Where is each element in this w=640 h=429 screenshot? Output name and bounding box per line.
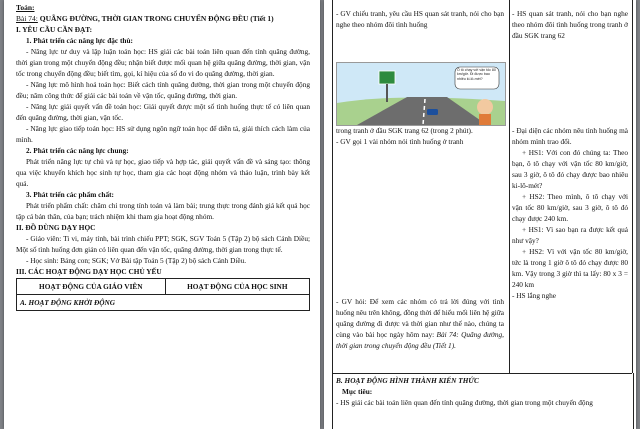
student-text-6: + HS2: Vì với vận tốc 80 km/giờ, tức là trong 1 giờ ô tô đó chạy được 80 km. Vậy trong 3 giờ thì ta lấy: 80 x 3 = 240 km: [512, 247, 628, 289]
student-text-1: - HS quan sát tranh, nói cho bạn nghe theo nhóm đôi tình huống trong tranh ở đầu SGK trang 62: [512, 9, 628, 40]
table-row: [17, 295, 310, 311]
header-teacher: HOẠT ĐỘNG CỦA GIÁO VIÊN: [17, 279, 166, 295]
activity-table: [16, 278, 310, 311]
lesson-prefix: Bài 74:: [16, 14, 38, 23]
section-heading-2: II. ĐỒ DÙNG DẠY HỌC: [16, 223, 96, 232]
document-page-right: [324, 0, 636, 429]
paragraph-5: Phát triển năng lực tự chủ và tự học, giao tiếp và hợp tác, giải quyết vấn đề và sáng tạo: thông qua việc khuyến khích học sinh tự học, tham gia các hoạt động nhóm và thảo luận, trình bày kết quả.: [16, 157, 310, 188]
row-activity-a: A. HOẠT ĐỘNG KHỞI ĐỘNG: [17, 295, 310, 311]
paragraph-3: - Năng lực giải quyết vấn đề toán học: Giải quyết được một số tình huống thực tế có liên quan đến quãng đường, thời gian, vận tốc.: [16, 102, 310, 122]
teacher-cell-3: [332, 296, 508, 351]
header-student: HOẠT ĐỘNG CỦA HỌC SINH: [165, 279, 309, 295]
paragraph-2: - Năng lực mô hình hoá toán học: Biết cách tính quãng đường, thời gian trong một chuyển động đều; năm công thức để giải các bài toán về vận tốc, quãng đường, thời gian.: [16, 80, 310, 100]
speech-bubble-text: Ô tô chạy với vận tốc 80 km/giờ. Đi được bao nhiêu ki-lô-mét?: [457, 68, 496, 81]
section-b-heading: B. HOẠT ĐỘNG HÌNH THÀNH KIẾN THỨC: [336, 376, 479, 385]
teacher-text-4-italic: Bài 74: Quãng đường, thời gian trong chuyển động đều (Tiết 1).: [336, 330, 504, 350]
objective-text: - HS giải các bài toán liên quan đến tính quãng đường, thời gian trong một chuyển động: [336, 398, 593, 407]
row-activity-b: [332, 375, 632, 408]
teacher-cell-1: [332, 8, 508, 30]
student-text-2: - Đại diện các nhóm nêu tình huống mà nhóm mình trao đổi.: [512, 126, 628, 146]
section-heading-1: I. YÊU CẦU CẦN ĐẠT:: [16, 25, 93, 34]
teacher-text-3: - GV gọi 1 vài nhóm nói tình huống ở tranh: [336, 137, 464, 146]
illustration-image: [336, 62, 506, 126]
paragraph-1: - Năng lực tư duy và lập luận toán học: HS giải các bài toán liên quan đến tính quãng đường, thời gian trong một chuyển động đều; nhận biết được mối quan hệ giữa quãng đường, thời gian, vận tốc trong chuyển động đều; biết tìm, gọi, kí hiệu của số đo vi đo quãng đường, thời gian.: [16, 47, 310, 78]
student-text-7: - HS lắng nghe: [512, 291, 556, 300]
student-text-5: + HS1: Vì sao bạn ra được kết quả như vậy?: [512, 225, 628, 245]
road-sign: [379, 71, 395, 84]
paragraph-8: - Học sinh: Bảng con; SGK; Vở Bài tập Toán 5 (Tập 2) bộ sách Cánh Diều.: [26, 256, 247, 265]
teacher-text-4-main: - GV hỏi: Để xem các nhóm có trả lời đúng với tình huống nêu trên không, đồng thời để hiểu mối liên hệ giữa quãng đường đi được và thời gian như thế nào, chúng ta cùng vào bài học ngày hôm nay:: [336, 297, 504, 339]
table-continuation: [332, 0, 632, 429]
student-cell-2: [508, 125, 632, 301]
teacher-text-2: trong tranh ở đầu SGK trang 62 (trong 2 phút).: [336, 126, 473, 135]
teacher-cell-2: [332, 125, 508, 147]
document-page-left: [4, 0, 320, 429]
lesson-name: QUÃNG ĐƯỜNG, THỜI GIAN TRONG CHUYỂN ĐỘNG ĐỀU (Tiết 1): [37, 14, 274, 23]
teacher-text-1: - GV chiếu tranh, yêu cầu HS quan sát tranh, nói cho bạn nghe theo nhóm đôi tình huống: [336, 9, 504, 29]
section-heading-3: III. CÁC HOẠT ĐỘNG DẠY HỌC CHỦ YẾU: [16, 267, 162, 276]
sign-pole: [386, 84, 388, 102]
lesson-title: [16, 13, 310, 24]
character-body: [479, 114, 491, 125]
car: [427, 109, 438, 115]
teacher-text-4: [336, 296, 504, 351]
subsection-heading-1-1: 1. Phát triển các năng lực đặc thù:: [26, 36, 133, 45]
objective-label: Mục tiêu:: [342, 387, 373, 396]
character-head: [477, 99, 493, 115]
subject-title: Toán:: [16, 3, 35, 12]
student-text-4: + HS2: Theo mình, ô tô chạy với vận tốc 80 km/giờ, sau 3 giờ, ô tô đó chạy được 240 km.: [512, 192, 628, 223]
student-cell-1: [508, 8, 632, 41]
student-text-3: + HS1: Với con đó chúng ta: Theo bạn, ô tô chạy với vận tốc 80 km/giờ, sau 3 giờ, ô tô đó chạy được bao nhiêu ki-lô-mét?: [512, 148, 628, 190]
paragraph-6: Phát triển phẩm chất: chăm chỉ trong tính toán và làm bài; trung thực trong đánh giá kết quả học tập cá bản thân, của bạn; trách nhiệm khi tham gia hoạt động nhóm.: [16, 201, 310, 221]
paragraph-4: - Năng lực giao tiếp toán học: HS sử dụng ngôn ngữ toán học để diễn tả, giải thích cách làm của mình.: [16, 124, 310, 144]
table-header-row: [17, 279, 310, 295]
page-left-content: [16, 2, 310, 311]
subsection-heading-1-2: 2. Phát triển các năng lực chung:: [26, 146, 129, 155]
subsection-heading-1-3: 3. Phát triển các phẩm chất:: [26, 190, 114, 199]
paragraph-7: - Giáo viên: Ti vi, máy tính, bài trình chiếu PPT; SGK, SGV Toán 5 (Tập 2) bộ sách Cánh Diều; Một số tình huống đơn giản có liên quan đến vận tốc, quãng đường, thời gian trong thực tế.: [16, 234, 310, 254]
